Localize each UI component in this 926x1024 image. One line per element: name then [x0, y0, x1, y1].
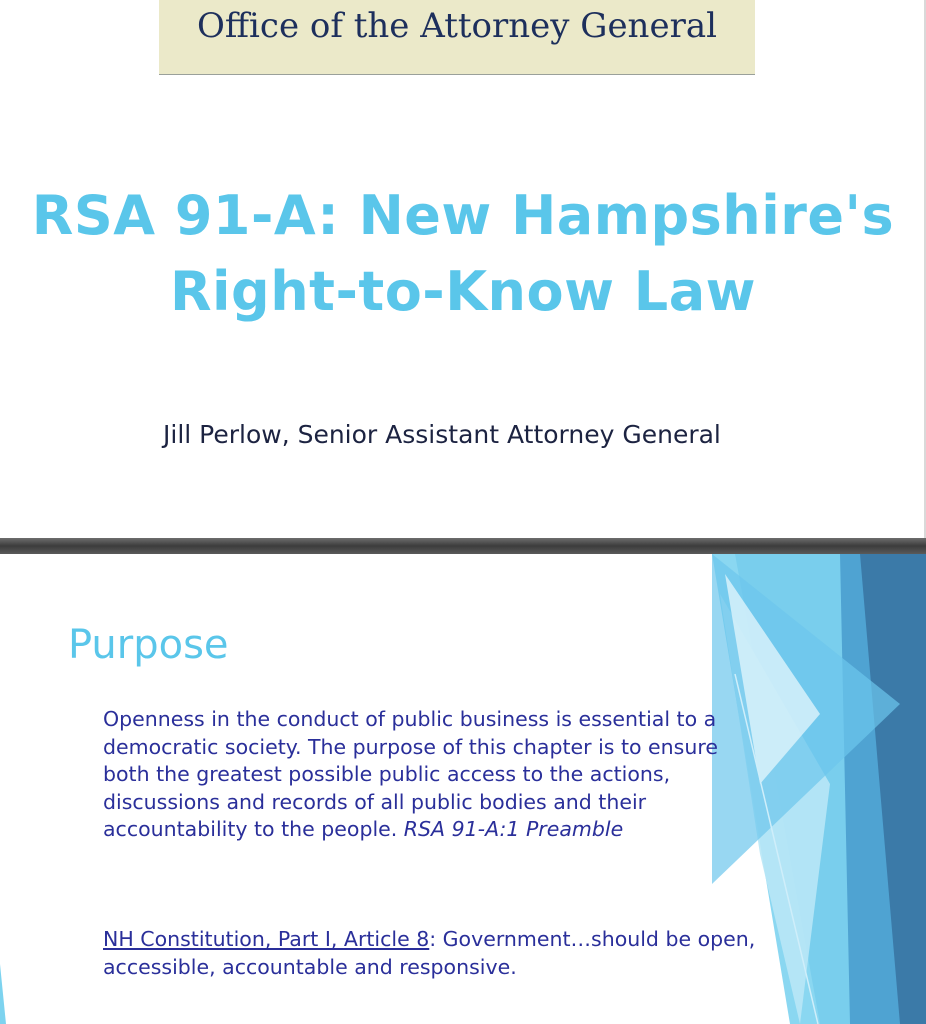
purpose-heading: Purpose — [68, 622, 229, 668]
preamble-text: Openness in the conduct of public business is essential to a democratic society. The purpose of this chapter is to ensure both the greatest possible public access to the actions, discussions and records of all public bodies and their accountability to the people. — [103, 707, 718, 841]
purpose-slide — [0, 554, 926, 1024]
main-title-line-1: RSA 91-A: New Hampshire's — [31, 184, 895, 247]
office-banner-text: Office of the Attorney General — [197, 6, 717, 46]
presenter-name: Jill Perlow, Senior Assistant Attorney General — [163, 420, 721, 449]
constitution-link[interactable]: NH Constitution, Part I, Article 8 — [103, 927, 430, 951]
slide-divider — [0, 538, 926, 554]
preamble-citation: RSA 91-A:1 Preamble — [403, 817, 624, 841]
office-banner — [159, 0, 755, 75]
main-title-line-2: Right-to-Know Law — [169, 260, 757, 323]
constitution-note — [103, 926, 763, 981]
deco-left-sliver — [0, 964, 6, 1024]
main-title — [0, 178, 926, 330]
purpose-paragraph — [103, 706, 763, 844]
constitution-text: : Government…should be open, accessible, accountable and responsive. — [103, 927, 756, 979]
